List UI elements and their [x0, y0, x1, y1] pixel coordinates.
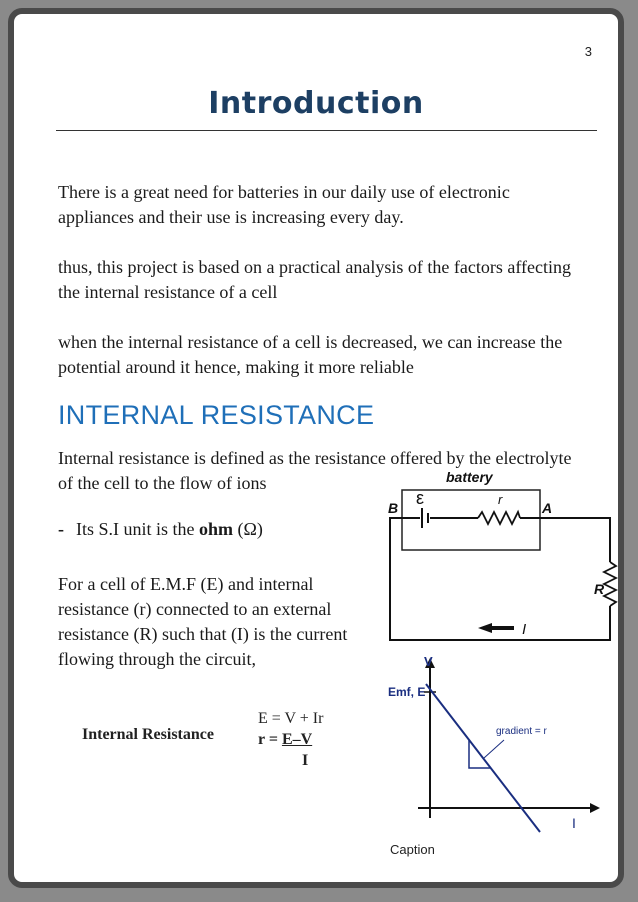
intro-paragraph-3: when the internal resistance of a cell is decreased, we can increase the potential around it hence, making it more reliable: [58, 332, 563, 377]
formula-label: Internal Resistance: [82, 726, 214, 743]
intro-paragraph-2: thus, this project is based on a practical analysis of the factors affecting the internal resistance of a cell: [58, 257, 571, 302]
bullet-dash: -: [58, 519, 64, 539]
gradient-label: gradient = r: [496, 726, 547, 737]
page-title: Introduction: [208, 86, 424, 121]
si-symbol: (Ω): [237, 519, 263, 539]
definition-paragraph: Internal resistance is defined as the resistance offered by the electrolyte of the cell to the flow of ions: [58, 448, 572, 493]
internal-resistance-label: r: [498, 492, 503, 507]
title-divider: [56, 130, 597, 131]
x-axis-label: I: [572, 815, 576, 831]
page-number: 3: [584, 44, 592, 59]
current-label: I: [522, 621, 527, 638]
emf-label: Emf, E: [388, 685, 426, 699]
formula-numerator: E–V: [281, 731, 313, 748]
formula-prefix: r =: [258, 731, 282, 748]
x-axis-arrow-icon: [590, 803, 600, 813]
battery-label: battery: [446, 469, 493, 485]
formula-line-1: E = V + Ir: [258, 710, 324, 727]
gradient-pointer: [484, 740, 504, 758]
formula-line-2: [258, 731, 312, 749]
si-prefix: Its S.I unit is the: [76, 519, 200, 539]
external-resistance-label: R: [594, 581, 605, 597]
figure-caption: Caption: [390, 842, 435, 857]
circuit-diagram: [360, 458, 630, 648]
current-arrow-icon: [478, 623, 492, 633]
si-unit: ohm: [199, 519, 234, 539]
node-b-label: B: [388, 500, 399, 516]
section-heading: INTERNAL RESISTANCE: [58, 400, 375, 430]
circuit-wire: [390, 518, 610, 640]
cell-description: For a cell of E.M.F (E) and internal resistance (r) connected to an external resistance (R) such that (I) is the current flowing through the circuit,: [58, 574, 348, 669]
formula-denominator: I: [302, 752, 309, 769]
intro-paragraph-1: There is a great need for batteries in our daily use of electronic appliances and their use is increasing every day.: [58, 182, 510, 227]
emf-symbol: ε: [416, 488, 425, 508]
vi-graph: [382, 650, 612, 836]
vi-line: [426, 684, 540, 832]
node-a-label: A: [542, 500, 553, 516]
si-unit-line: [58, 519, 263, 540]
y-axis-label: V: [424, 654, 433, 669]
formula-block: [82, 710, 372, 780]
